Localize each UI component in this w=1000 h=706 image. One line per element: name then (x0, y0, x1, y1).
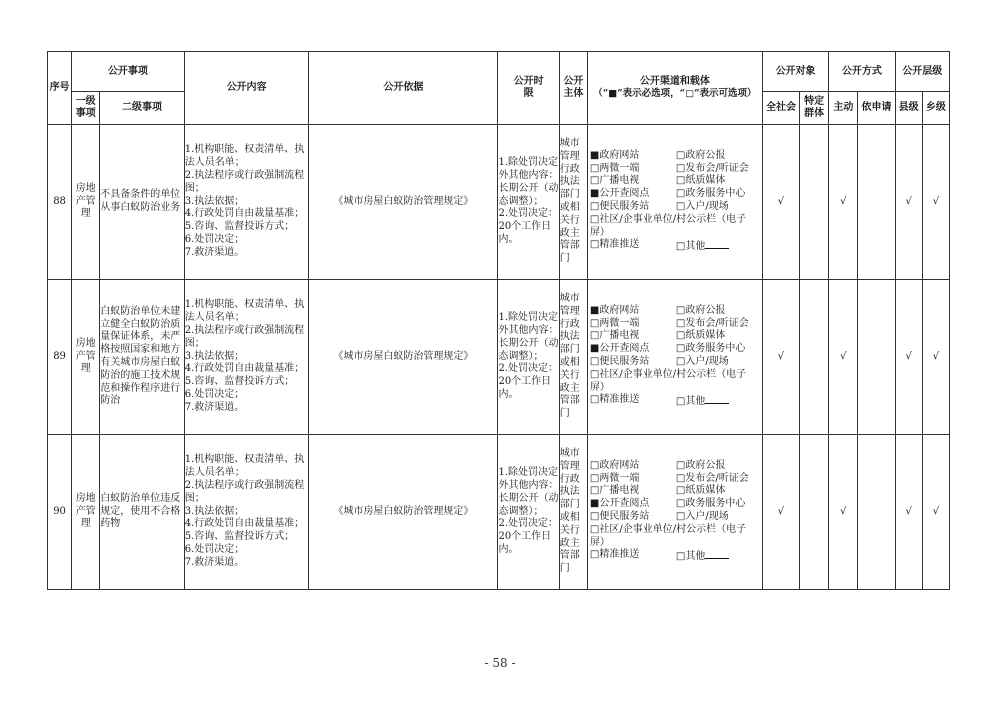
content-line: 7.救济渠道。 (184, 556, 245, 568)
header-specific-group: 特定群体 (800, 92, 829, 125)
row-county-mark: √ (895, 280, 922, 435)
fill-blank (705, 239, 729, 249)
channel-item: □广播电视 (589, 330, 640, 342)
table-row (48, 125, 950, 280)
content-line: 2.执法程序或行政强制流程图； (184, 480, 305, 504)
row-township-mark: √ (922, 125, 949, 280)
content-line: 3.执法依据； (184, 195, 245, 207)
channel-item: □广播电视 (589, 485, 640, 497)
row-county-mark: √ (895, 125, 922, 280)
channel-item: ■公开查阅点 (589, 188, 650, 200)
row-channels (587, 125, 762, 280)
row-basis: 《城市房屋白蚁防治管理规定》 (309, 280, 498, 435)
row-specific-group-mark (800, 280, 829, 435)
row-level1: 房地产管理 (72, 435, 100, 590)
row-basis: 《城市房屋白蚁防治管理规定》 (309, 435, 498, 590)
header-level2: 二级事项 (100, 92, 184, 125)
row-seq: 90 (48, 435, 72, 590)
row-basis: 《城市房屋白蚁防治管理规定》 (309, 125, 498, 280)
channel-other (676, 239, 760, 254)
content-line: 1.机构职能、权责清单、执法人员名单； (184, 299, 305, 324)
channel-item: □纸质媒体 (675, 330, 726, 342)
row-content (184, 125, 309, 280)
row-whole-society-mark: √ (762, 125, 799, 280)
header-subject: 公开主体 (559, 52, 587, 125)
channel-community: □社区/企事业单位/村公示栏（电子屏） (589, 213, 747, 238)
content-line: 4.行政处罚自由裁量基准； (184, 363, 305, 375)
content-line: 6.处罚决定； (184, 388, 245, 400)
header-whole-society: 全社会 (762, 92, 799, 125)
channel-item: ■政府网站 (589, 304, 640, 316)
channel-item: □纸质媒体 (675, 175, 726, 187)
header-tier: 公开层级 (895, 52, 949, 92)
row-level2: 白蚁防治单位未建立健全白蚁防治质量保证体系，未严格按照国家和地方有关城市房屋白蚁防治的施工技术规范和操作程序进行防治 (100, 280, 184, 435)
header-target: 公开对象 (762, 52, 828, 92)
table-row (48, 280, 950, 435)
fill-blank (705, 394, 729, 404)
row-level2: 白蚁防治单位违反规定，使用不合格药物 (100, 435, 184, 590)
channel-other-label: □其他 (675, 396, 706, 408)
channel-item: □入户/现场 (675, 201, 729, 212)
row-seq: 89 (48, 280, 72, 435)
header-channel (587, 52, 762, 125)
header-channel-note: （“■”表示必选项，“□”表示可选项） (593, 88, 757, 99)
channel-item: □发布会/听证会 (675, 472, 749, 484)
header-basis: 公开依据 (309, 52, 498, 125)
row-whole-society-mark: √ (762, 280, 799, 435)
content-line: 4.行政处罚自由裁量基准； (184, 208, 305, 220)
content-line: 1.机构职能、权责清单、执法人员名单； (184, 144, 305, 169)
channel-item: □发布会/听证会 (675, 317, 749, 329)
channel-item: □政府网站 (589, 459, 640, 471)
header-on-request: 依申请 (858, 92, 895, 125)
header-method: 公开方式 (829, 52, 895, 92)
content-line: 2.执法程序或行政强制流程图； (184, 170, 305, 194)
channel-item: □两微一端 (589, 317, 640, 329)
content-line: 4.行政处罚自由裁量基准； (184, 518, 305, 530)
row-period (498, 435, 559, 590)
page-number: - 58 - (484, 656, 516, 670)
channel-item: □便民服务站 (589, 356, 650, 367)
header-township: 乡级 (922, 92, 949, 125)
channel-list (588, 460, 762, 564)
row-channels (587, 435, 762, 590)
row-content (184, 435, 309, 590)
row-subject: 城市管理行政执法部门或相关行政主管部门 (559, 280, 587, 435)
channel-item: □便民服务站 (589, 511, 650, 522)
channel-item: □政务服务中心 (675, 343, 746, 355)
content-line: 2.执法程序或行政强制流程图； (184, 325, 305, 349)
period-line: 2.处罚决定：20个工作日内。 (498, 208, 558, 245)
channel-item: □入户/现场 (675, 356, 729, 367)
header-period: 公开时限 (498, 52, 559, 125)
row-township-mark: √ (922, 280, 949, 435)
row-level1: 房地产管理 (72, 280, 100, 435)
period-line: 1.除处罚决定外其他内容：长期公开（动态调整）； (498, 467, 559, 517)
channel-item: ■政府网站 (589, 149, 640, 161)
channel-item: □纸质媒体 (675, 485, 726, 497)
period-line: 1.除处罚决定外其他内容：长期公开（动态调整）； (498, 157, 559, 207)
channel-other (676, 394, 760, 409)
row-on-request-mark (858, 435, 895, 590)
channel-item: □两微一端 (589, 162, 640, 174)
row-level1: 房地产管理 (72, 125, 100, 280)
content-line: 3.执法依据； (184, 505, 245, 517)
content-line: 5.咨询、监督投诉方式； (184, 376, 295, 388)
row-seq: 88 (48, 125, 72, 280)
content-line: 1.机构职能、权责清单、执法人员名单； (184, 454, 305, 479)
content-line: 7.救济渠道。 (184, 246, 245, 258)
channel-item: □发布会/听证会 (675, 162, 749, 174)
channel-item: □政府公报 (675, 304, 726, 316)
channel-list (588, 150, 762, 254)
content-line: 5.咨询、监督投诉方式； (184, 221, 295, 233)
table-body (48, 125, 950, 590)
row-whole-society-mark: √ (762, 435, 799, 590)
channel-other-label: □其他 (675, 551, 706, 563)
row-period (498, 125, 559, 280)
channel-push: □精准推送 (589, 239, 640, 251)
row-active-mark: √ (829, 435, 858, 590)
row-content (184, 280, 309, 435)
row-on-request-mark (858, 280, 895, 435)
channel-item: □政府公报 (675, 459, 726, 471)
channel-item: □广播电视 (589, 175, 640, 187)
channel-item: □两微一端 (589, 472, 640, 484)
header-active: 主动 (829, 92, 858, 125)
channel-item: □入户/现场 (675, 511, 729, 522)
row-on-request-mark (858, 125, 895, 280)
channel-push: □精准推送 (589, 549, 640, 561)
row-specific-group-mark (800, 435, 829, 590)
row-level2: 不具备条件的单位从事白蚁防治业务 (100, 125, 184, 280)
period-line: 1.除处罚决定外其他内容：长期公开（动态调整）； (498, 312, 559, 362)
content-line: 7.救济渠道。 (184, 401, 245, 413)
row-subject: 城市管理行政执法部门或相关行政主管部门 (559, 435, 587, 590)
row-township-mark: √ (922, 435, 949, 590)
header-county: 县级 (895, 92, 922, 125)
row-specific-group-mark (800, 125, 829, 280)
row-active-mark: √ (829, 280, 858, 435)
channel-push: □精准推送 (589, 394, 640, 406)
row-county-mark: √ (895, 435, 922, 590)
header-matter: 公开事项 (72, 52, 185, 92)
channel-item: □政府公报 (675, 149, 726, 161)
header-level1: 一级事项 (72, 92, 100, 125)
disclosure-table (47, 51, 950, 590)
channel-item: ■公开查阅点 (589, 498, 650, 510)
channel-community: □社区/企事业单位/村公示栏（电子屏） (589, 523, 747, 548)
period-line: 2.处罚决定：20个工作日内。 (498, 363, 558, 400)
content-line: 6.处罚决定； (184, 543, 245, 555)
row-subject: 城市管理行政执法部门或相关行政主管部门 (559, 125, 587, 280)
header-seq: 序号 (48, 52, 72, 125)
period-line: 2.处罚决定：20个工作日内。 (498, 518, 558, 555)
content-line: 6.处罚决定； (184, 233, 245, 245)
content-line: 5.咨询、监督投诉方式； (184, 531, 295, 543)
channel-list (588, 305, 762, 409)
fill-blank (705, 549, 729, 559)
header-content: 公开内容 (184, 52, 309, 125)
row-period (498, 280, 559, 435)
content-line: 3.执法依据； (184, 350, 245, 362)
channel-item: □便民服务站 (589, 201, 650, 212)
channel-community: □社区/企事业单位/村公示栏（电子屏） (589, 368, 747, 393)
row-channels (587, 280, 762, 435)
table-header (48, 52, 950, 125)
header-channel-title: 公开渠道和载体 (639, 76, 710, 87)
channel-other-label: □其他 (675, 241, 706, 253)
channel-item: □政务服务中心 (675, 188, 746, 200)
row-active-mark: √ (829, 125, 858, 280)
channel-item: □政务服务中心 (675, 498, 746, 510)
channel-item: ■公开查阅点 (589, 343, 650, 355)
channel-other (676, 549, 760, 564)
table-row (48, 435, 950, 590)
